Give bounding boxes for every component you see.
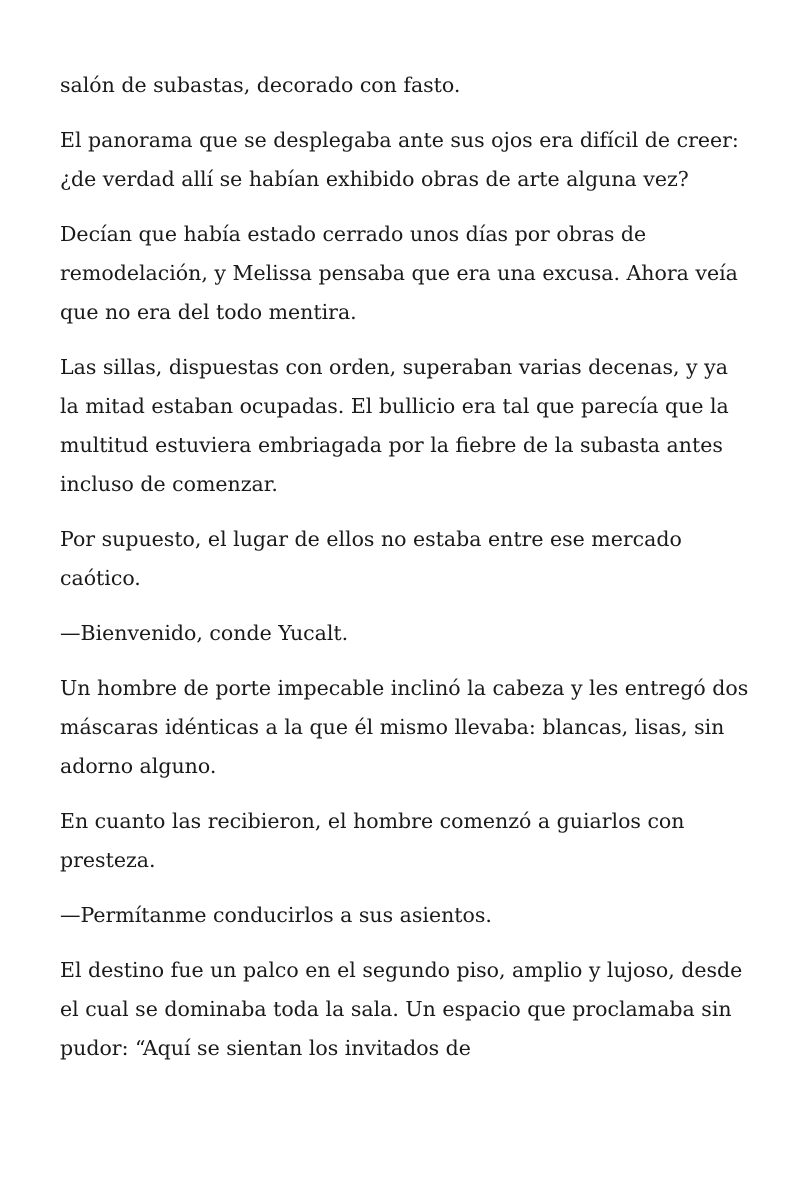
paragraph-3: Decían que había estado cerrado unos días por obras de remodelación, y Melissa pensaba que era una excusa. Ahora veía que no era del todo mentira. (60, 222, 738, 324)
paragraph-1: salón de subastas, decorado con fasto. (60, 73, 461, 97)
paragraph-7: En cuanto las recibieron, el hombre comenzó a guiarlos con presteza. (60, 809, 685, 872)
paragraph-8: El destino fue un palco en el segundo piso, amplio y lujoso, desde el cual se dominaba toda la sala. Un espacio que proclamaba sin pudor: “Aquí se sientan los invitados de (60, 958, 743, 1060)
dialogue-1: —Bienvenido, conde Yucalt. (60, 621, 349, 645)
paragraph-4: Las sillas, dispuestas con orden, superaban varias decenas, y ya la mitad estaban ocupadas. El bullicio era tal que parecía que la multitud estuviera embriagada por la fiebre de la subasta antes incluso de comenzar. (60, 355, 729, 496)
paragraph-6: Un hombre de porte impecable inclinó la cabeza y les entregó dos máscaras idénticas a la que él mismo llevaba: blancas, lisas, sin adorno alguno. (60, 676, 749, 778)
paragraph-5: Por supuesto, el lugar de ellos no estaba entre ese mercado caótico. (60, 527, 682, 590)
paragraph-2: El panorama que se desplegaba ante sus ojos era difícil de creer: ¿de verdad allí se habían exhibido obras de arte alguna vez? (60, 128, 739, 191)
dialogue-2: —Permítanme conducirlos a sus asientos. (60, 903, 492, 927)
